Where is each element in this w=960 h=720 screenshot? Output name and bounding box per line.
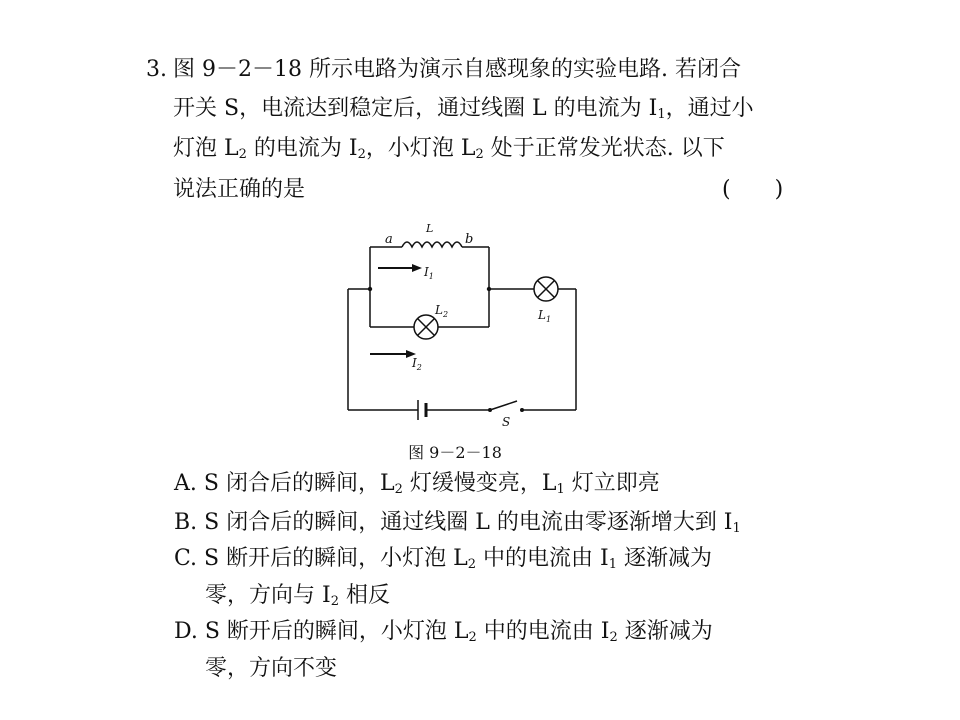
question-stem-3: ，通过小 (665, 96, 754, 121)
subscript: 1 (732, 521, 741, 536)
lamp-l2 (414, 315, 438, 339)
junction-dot (487, 287, 491, 291)
arrowhead (412, 264, 422, 272)
question-stem-6: ，小灯泡 L (365, 136, 476, 161)
junction-dot (368, 287, 372, 291)
subscript: 2 (475, 147, 484, 162)
option-text: 逐渐减为 (617, 619, 713, 644)
subscript: 2 (357, 147, 366, 162)
option-text: 相反 (338, 583, 390, 608)
answer-paren: ( ) (722, 177, 784, 202)
subscript: 2 (467, 557, 476, 572)
option-text: 中的电流由 I (476, 619, 610, 644)
option-text: S 闭合后的瞬间，L (203, 471, 395, 496)
subscript: 2 (394, 482, 403, 497)
label-l1: $L_1$ (538, 308, 552, 324)
subscript: 2 (238, 147, 247, 162)
option-text: S 断开后的瞬间，小灯泡 L (204, 546, 468, 571)
option-text: 灯立即亮 (564, 471, 660, 496)
option-text: 逐渐减为 (616, 546, 712, 571)
lamp-l1 (534, 277, 558, 301)
option-c (0, 541, 960, 577)
question-stem-2: 开关 S，电流达到稳定后，通过线圈 L 的电流为 I (173, 96, 658, 121)
option-d-line-2 (0, 651, 960, 687)
option-label: A. (174, 471, 204, 496)
question-line-4 (0, 172, 960, 208)
subscript: 1 (608, 557, 617, 572)
option-d (0, 614, 960, 650)
option-text: S 断开后的瞬间，小灯泡 L (204, 619, 469, 644)
option-label: C. (174, 546, 205, 571)
subscript: 2 (609, 630, 618, 645)
circuit-diagram (330, 215, 590, 437)
option-c-line-2 (0, 578, 960, 614)
option-a (0, 466, 960, 502)
subscript: 2 (330, 594, 339, 609)
subscript: 1 (657, 107, 666, 122)
label-switch: S (502, 415, 511, 429)
subscript: 1 (556, 482, 565, 497)
switch-s (490, 401, 517, 410)
option-text: S 闭合后的瞬间，通过线圈 L 的电流由零逐渐增大到 I (204, 510, 733, 535)
question-number: 3. (146, 57, 167, 82)
label-i1: $I_1$ (424, 265, 434, 281)
option-label: B. (174, 510, 205, 535)
question-stem-7: 处于正常发光状态. 以下 (483, 136, 725, 161)
question-stem-1: 图 9－2－18 所示电路为演示自感现象的实验电路. 若闭合 (173, 57, 741, 82)
figure-caption: 图 9－2－18 (408, 443, 502, 462)
label-b: b (465, 232, 474, 247)
label-i2: $I_2$ (412, 356, 422, 372)
question-stem-8: 说法正确的是 (173, 177, 306, 202)
option-text: 灯缓慢变亮，L (402, 471, 557, 496)
question-stem-5: 的电流为 I (246, 136, 358, 161)
label-a: a (385, 232, 393, 247)
option-text: 零，方向与 I (205, 583, 331, 608)
option-text: 零，方向不变 (205, 656, 338, 681)
option-label: D. (174, 619, 205, 644)
label-coil: L (426, 222, 434, 235)
option-text: 中的电流由 I (476, 546, 609, 571)
switch-contact (520, 408, 524, 412)
coil-l (402, 242, 462, 247)
question-line-2 (0, 91, 960, 127)
label-l2: $L_2$ (435, 303, 449, 319)
question-line-3 (0, 131, 960, 167)
switch-contact (488, 408, 492, 412)
question-stem-4: 灯泡 L (173, 136, 239, 161)
subscript: 2 (468, 630, 477, 645)
option-b (0, 505, 960, 541)
question-line-1 (0, 52, 960, 88)
